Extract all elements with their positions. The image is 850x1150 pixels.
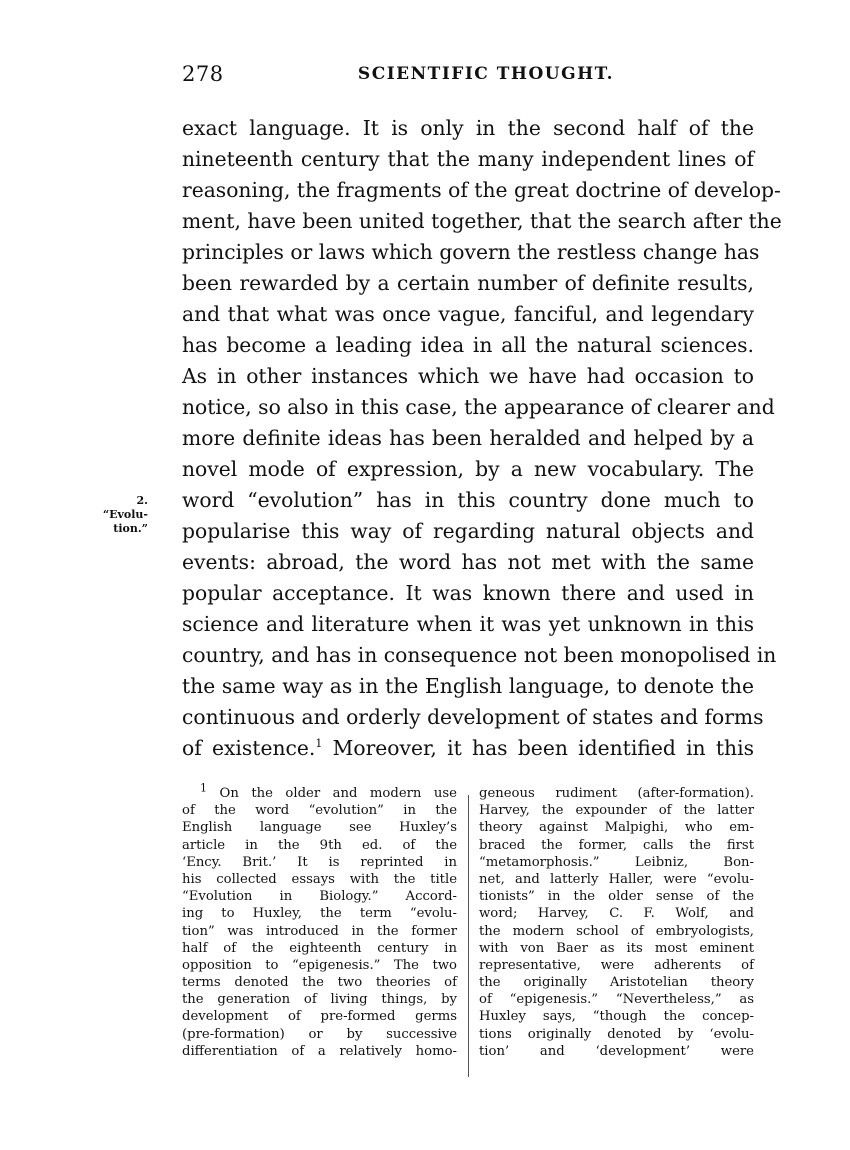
- footnote-line: tion” was introduced in the former: [182, 923, 457, 939]
- footnote-reference: 1: [315, 737, 323, 751]
- body-line: ment, have been united together, that the search after the: [182, 209, 782, 233]
- footnote-marker: 1: [200, 781, 207, 795]
- body-line: reasoning, the fragments of the great doctrine of develop-: [182, 178, 781, 202]
- body-line-text: Moreover, it has been identified in this: [322, 736, 754, 760]
- footnote-line: the modern school of embryologists,: [479, 923, 754, 939]
- footnote-line: [182, 781, 457, 802]
- footnote-left-column: [182, 781, 457, 1060]
- footnote-line: the originally Aristotelian theory: [479, 975, 754, 991]
- running-head: SCIENTIFIC THOUGHT.: [357, 64, 615, 84]
- footnote-line: tion’ and ‘development’ were: [479, 1043, 754, 1059]
- body-line: principles or laws which govern the restless change has: [182, 240, 760, 264]
- footnote-line: geneous rudiment (after-formation).: [479, 786, 754, 801]
- body-line: nineteenth century that the many independent lines of: [182, 147, 754, 171]
- footnote-line: of “epigenesis.” “Nevertheless,” as: [479, 992, 754, 1008]
- column-divider: [468, 795, 469, 1077]
- body-line: popularise this way of regarding natural objects and: [182, 519, 754, 543]
- footnote-line: theory against Malpighi, who em-: [479, 820, 754, 836]
- body-line: popular acceptance. It was known there and used in: [182, 581, 754, 605]
- footnote-line: ing to Huxley, the term “evolu-: [182, 906, 457, 922]
- body-line: notice, so also in this case, the appearance of clearer and: [182, 395, 775, 419]
- footnote-line: Huxley says, “though the concep-: [479, 1009, 754, 1025]
- body-line: As in other instances which we have had occasion to: [182, 364, 754, 388]
- footnote-line: “metamorphosis.” Leibniz, Bon-: [479, 854, 754, 870]
- footnote-line: English language see Huxley’s: [182, 820, 457, 836]
- page-number: 278: [182, 62, 224, 86]
- margin-note: [78, 494, 148, 536]
- footnote-line: (pre-formation) or by successive: [182, 1026, 457, 1042]
- footnote-line: net, and latterly Haller, were “evolu-: [479, 871, 754, 887]
- body-line: exact language. It is only in the second half of the: [182, 116, 754, 140]
- footnote-line: with von Baer as its most eminent: [479, 940, 754, 956]
- margin-note-line: “Evolu-: [102, 508, 148, 521]
- footnotes: [182, 781, 754, 1075]
- body-line: novel mode of expression, by a new vocabulary. The: [182, 457, 754, 481]
- body-line: the same way as in the English language, to denote the: [182, 674, 754, 698]
- footnote-line: tions originally denoted by ‘evolu-: [479, 1026, 754, 1042]
- footnote-line: Harvey, the expounder of the latter: [479, 803, 754, 819]
- footnote-line: “Evolution in Biology.” Accord-: [182, 889, 457, 905]
- body-line: events: abroad, the word has not met with the same: [182, 550, 754, 574]
- footnote-line: article in the 9th ed. of the: [182, 837, 457, 853]
- footnote-right-column: [479, 785, 754, 1060]
- body-line: more definite ideas has been heralded and helped by a: [182, 426, 754, 450]
- footnote-line: development of pre-formed germs: [182, 1009, 457, 1025]
- body-line: country, and has in consequence not been monopolised in: [182, 643, 777, 667]
- footnote-line: the generation of living things, by: [182, 992, 457, 1008]
- footnote-line: half of the eighteenth century in: [182, 940, 457, 956]
- body-line: been rewarded by a certain number of definite results,: [182, 271, 754, 295]
- footnote-line: word; Harvey, C. F. Wolf, and: [479, 906, 754, 922]
- footnote-line: ‘Ency. Brit.’ It is reprinted in: [182, 854, 457, 870]
- body-line-last: [182, 733, 754, 764]
- body-line: science and literature when it was yet unknown in this: [182, 612, 754, 636]
- footnote-line: opposition to “epigenesis.” The two: [182, 957, 457, 973]
- margin-note-line: tion.”: [113, 522, 148, 535]
- footnote-line: of the word “evolution” in the: [182, 803, 457, 819]
- page-header: [182, 62, 754, 92]
- footnote-line: representative, were adherents of: [479, 957, 754, 973]
- footnote-line: his collected essays with the title: [182, 871, 457, 887]
- footnote-line: braced the former, calls the first: [479, 837, 754, 853]
- footnote-line: tionists” in the older sense of the: [479, 889, 754, 905]
- body-line: word “evolution” has in this country done much to: [182, 488, 754, 512]
- footnote-line-text: On the older and modern use: [207, 786, 457, 801]
- footnote-line: terms denoted the two theories of: [182, 975, 457, 991]
- margin-note-number: 2.: [136, 494, 148, 507]
- body-line: continuous and orderly development of states and forms: [182, 705, 764, 729]
- body-line: has become a leading idea in all the natural sciences.: [182, 333, 754, 357]
- body-line: and that what was once vague, fanciful, and legendary: [182, 302, 754, 326]
- footnote-line: differentiation of a relatively homo-: [182, 1043, 457, 1059]
- body-text: [182, 113, 782, 764]
- body-line-text: of existence.: [182, 736, 316, 760]
